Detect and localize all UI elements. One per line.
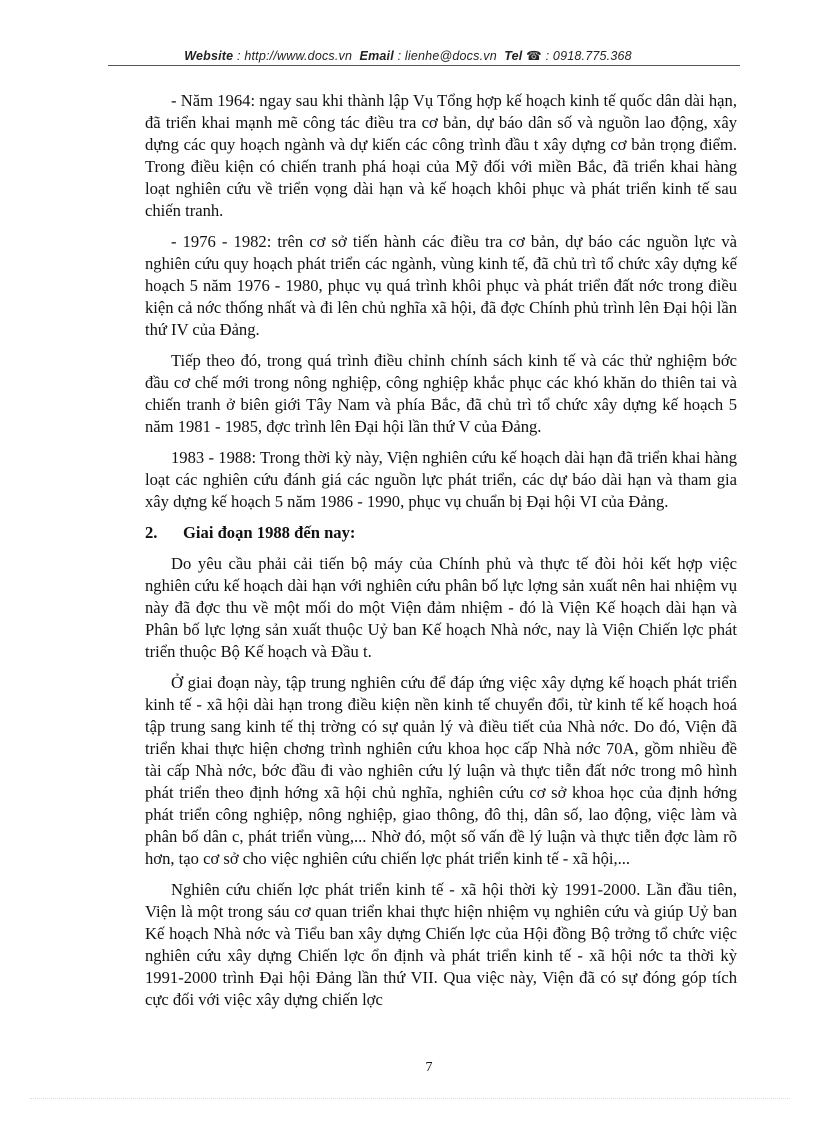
email-value: : lienhe@docs.vn <box>397 49 497 63</box>
website-value: : http://www.docs.vn <box>237 49 353 63</box>
page-header <box>0 48 816 63</box>
tel-label: Tel <box>504 49 523 63</box>
page-number: 7 <box>425 1060 433 1075</box>
document-body <box>145 90 737 1020</box>
paragraph: 1983 - 1988: Trong thời kỳ này, Viện nghiên cứu kế hoạch dài hạn đã triển khai hàng loạt các nghiên cứu đánh giá các nguồn lực phát triển, các dự báo dài hạn và tham gia xây dựng kế hoạch 5 năm 1986 - 1990, phục vụ chuẩn bị Đại hội VI của Đảng. <box>145 448 737 511</box>
section-heading <box>145 522 737 544</box>
website-label: Website <box>184 49 234 63</box>
tel-value: : 0918.775.368 <box>545 49 632 63</box>
paragraph: Nghiên cứu chiến lợc phát triển kinh tế - xã hội thời kỳ 1991-2000. Lần đầu tiên, Viện là một trong sáu cơ quan triển khai thực hiện nhiệm vụ nghiên cứu và giúp Uỷ ban Kế hoạch Nhà nớc và Tiểu ban xây dựng Chiến lợc của Hội đồng Bộ trởng tổ chức việc nghiên cứu xây dựng Chiến lợc ổn định và phát triển kinh tế - xã hội nớc ta thời kỳ 1991-2000 trình Đại hội Đảng lần thứ VII. Qua việc này, Viện đã có sự đóng góp tích cực đối với việc xây dựng chiến lợc <box>145 880 737 1009</box>
paragraph: - 1976 - 1982: trên cơ sở tiến hành các điều tra cơ bản, dự báo các nguồn lực và nghiên cứu quy hoạch phát triển các ngành, vùng kinh tế, đã chủ trì tổ chức xây dựng kế hoạch 5 năm 1976 - 1980, phục vụ quá trình khôi phục và phát triển đất nớc trong điều kiện cả nớc thống nhất và đi lên chủ nghĩa xã hội, đã đợc Chính phủ trình lên Đại hội lần thứ IV của Đảng. <box>145 232 737 339</box>
section-number: 2. <box>145 523 158 542</box>
paragraph: Tiếp theo đó, trong quá trình điều chỉnh chính sách kinh tế và các thử nghiệm bớc đầu cơ chế mới trong nông nghiệp, công nghiệp khắc phục các khó khăn do thiên tai và chiến tranh ở biên giới Tây Nam và phía Bắc, đã chủ trì tổ chức xây dựng kế hoạch 5 năm 1981 - 1985, đợc trình lên Đại hội lần thứ V của Đảng. <box>145 351 737 436</box>
paragraph: - Năm 1964: ngay sau khi thành lập Vụ Tổng hợp kế hoạch kinh tế quốc dân dài hạn, đã triển khai mạnh mẽ công tác điều tra cơ bản, dự báo dân số và nguồn lao động, xây dựng các quy hoạch ngành và dự kiến các công trình đầu t xây dựng cơ bản trọng điểm. Trong điều kiện có chiến tranh phá hoại của Mỹ đối với miền Bắc, đã triển khai hàng loạt nghiên cứu về triển vọng dài hạn và kế hoạch khôi phục và phát triển kinh tế sau chiến tranh. <box>145 91 737 220</box>
paragraph: Do yêu cầu phải cải tiến bộ máy của Chính phủ và thực tế đòi hỏi kết hợp việc nghiên cứu kế hoạch dài hạn với nghiên cứu phân bố lực lợng sản xuất nên hai nhiệm vụ này đã đợc thu về một mối do một Viện đảm nhiệm - đó là Viện Kế hoạch dài hạn và Phân bố lực lợng sản xuất thuộc Uỷ ban Kế hoạch Nhà nớc, nay là Viện Chiến lợc phát triển thuộc Bộ Kế hoạch và Đầu t. <box>145 554 737 661</box>
email-label: Email <box>359 49 394 63</box>
phone-icon: ☎ <box>526 49 542 63</box>
section-title: Giai đoạn 1988 đến nay: <box>183 523 356 542</box>
header-divider <box>108 65 740 66</box>
footer-divider <box>30 1098 790 1099</box>
paragraph: Ở giai đoạn này, tập trung nghiên cứu để đáp ứng việc xây dựng kế hoạch phát triển kinh tế - xã hội dài hạn trong điều kiện nền kinh tế chuyển đổi, từ kinh tế kế hoạch hoá tập trung sang kinh tế thị trờng có sự quản lý và điều tiết của Nhà nớc. Do đó, Viện đã triển khai thực hiện chơng trình nghiên cứu khoa học cấp Nhà nớc 70A, gồm nhiều đề tài cấp Nhà nớc, bớc đầu đi vào nghiên cứu lý luận và thực tiễn đất nớc trong mô hình phát triển theo định hớng xã hội chủ nghĩa, nghiên cứu cơ sở khoa học của định hớng phát triển công nghiệp, nông nghiệp, giao thông, đô thị, dân số, lao động, việc làm và phân bố dân c, phát triển vùng,... Nhờ đó, một số vấn đề lý luận và thực tiễn đợc làm rõ hơn, tạo cơ sở cho việc nghiên cứu chiến lợc phát triển kinh tế - xã hội,... <box>145 673 737 868</box>
